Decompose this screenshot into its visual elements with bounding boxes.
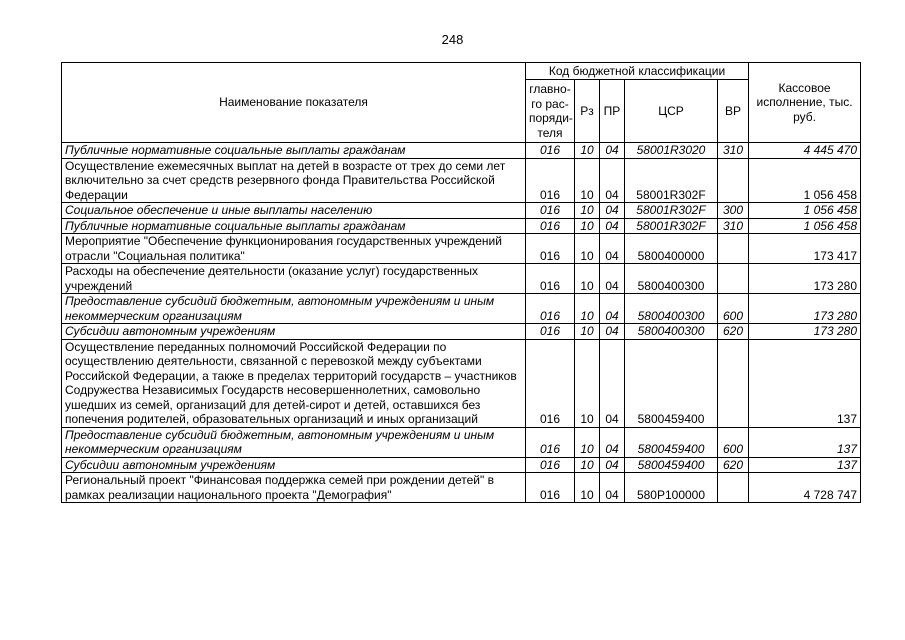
page-number: 248 bbox=[441, 32, 464, 47]
row-rz-cell: 10 bbox=[575, 234, 600, 264]
row-glavn-cell: 016 bbox=[526, 203, 575, 219]
table-row bbox=[62, 427, 861, 457]
row-csr-cell: 5800400000 bbox=[625, 234, 718, 264]
row-vr-cell: 600 bbox=[718, 294, 749, 324]
row-amount-cell: 173 280 bbox=[749, 294, 861, 324]
row-name-cell: Публичные нормативные социальные выплаты гражданам bbox=[62, 143, 526, 159]
header-rz: Рз bbox=[575, 80, 600, 143]
row-pr-cell: 04 bbox=[600, 203, 625, 219]
table-row bbox=[62, 158, 861, 203]
row-vr-cell: 310 bbox=[718, 218, 749, 234]
row-name-cell: Осуществление ежемесячных выплат на детей в возрасте от трех до семи лет включительно за счет средств резервного фонда Правительства Российской Федерации bbox=[62, 158, 526, 203]
row-name-cell: Осуществление переданных полномочий Российской Федерации по осуществлению деятельности, связанной с перевозкой между субъектами Российской Федерации, а также в пределах территорий государств – участников Содружества Независимых Государств несовершеннолетних, самовольно ушедших из семей, организаций для детей-сирот и детей, оставшихся без попечения родителей, образовательных организаций и иных организаций bbox=[62, 339, 526, 427]
row-pr-cell: 04 bbox=[600, 158, 625, 203]
table-row bbox=[62, 264, 861, 294]
row-pr-cell: 04 bbox=[600, 473, 625, 503]
row-amount-cell: 137 bbox=[749, 427, 861, 457]
row-amount-cell: 173 417 bbox=[749, 234, 861, 264]
row-amount-cell: 1 056 458 bbox=[749, 158, 861, 203]
row-csr-cell: 58001R302F bbox=[625, 158, 718, 203]
row-pr-cell: 04 bbox=[600, 427, 625, 457]
row-vr-cell bbox=[718, 158, 749, 203]
row-glavn-cell: 016 bbox=[526, 294, 575, 324]
table-row bbox=[62, 234, 861, 264]
row-csr-cell: 5800459400 bbox=[625, 457, 718, 473]
row-glavn-cell: 016 bbox=[526, 427, 575, 457]
row-rz-cell: 10 bbox=[575, 203, 600, 219]
row-name-cell: Предоставление субсидий бюджетным, автономным учреждениям и иным некоммерческим организациям bbox=[62, 427, 526, 457]
table-row bbox=[62, 324, 861, 340]
row-rz-cell: 10 bbox=[575, 218, 600, 234]
row-name-cell: Мероприятие "Обеспечение функционирования государственных учреждений отрасли "Социальная политика" bbox=[62, 234, 526, 264]
header-name: Наименование показателя bbox=[62, 63, 526, 143]
row-pr-cell: 04 bbox=[600, 339, 625, 427]
row-pr-cell: 04 bbox=[600, 324, 625, 340]
row-vr-cell bbox=[718, 234, 749, 264]
row-amount-cell: 4 728 747 bbox=[749, 473, 861, 503]
row-rz-cell: 10 bbox=[575, 427, 600, 457]
table-row bbox=[62, 473, 861, 503]
row-vr-cell: 600 bbox=[718, 427, 749, 457]
row-pr-cell: 04 bbox=[600, 218, 625, 234]
row-pr-cell: 04 bbox=[600, 264, 625, 294]
table-row bbox=[62, 294, 861, 324]
table-row bbox=[62, 143, 861, 159]
header-amount: Кассовое исполнение, тыс. руб. bbox=[749, 63, 861, 143]
row-rz-cell: 10 bbox=[575, 294, 600, 324]
row-csr-cell: 58001R302F bbox=[625, 218, 718, 234]
table-row bbox=[62, 218, 861, 234]
row-rz-cell: 10 bbox=[575, 264, 600, 294]
table-row bbox=[62, 203, 861, 219]
row-name-cell: Предоставление субсидий бюджетным, автономным учреждениям и иным некоммерческим организациям bbox=[62, 294, 526, 324]
row-glavn-cell: 016 bbox=[526, 158, 575, 203]
row-csr-cell: 58001R302F bbox=[625, 203, 718, 219]
row-csr-cell: 5800400300 bbox=[625, 294, 718, 324]
row-vr-cell bbox=[718, 339, 749, 427]
row-amount-cell: 137 bbox=[749, 457, 861, 473]
row-amount-cell: 1 056 458 bbox=[749, 203, 861, 219]
table-row bbox=[62, 339, 861, 427]
header-csr: ЦСР bbox=[625, 80, 718, 143]
row-glavn-cell: 016 bbox=[526, 218, 575, 234]
table-row bbox=[62, 457, 861, 473]
row-amount-cell: 1 056 458 bbox=[749, 218, 861, 234]
row-pr-cell: 04 bbox=[600, 457, 625, 473]
row-csr-cell: 5800400300 bbox=[625, 324, 718, 340]
row-glavn-cell: 016 bbox=[526, 264, 575, 294]
row-glavn-cell: 016 bbox=[526, 339, 575, 427]
budget-table bbox=[61, 62, 861, 503]
row-pr-cell: 04 bbox=[600, 234, 625, 264]
row-vr-cell bbox=[718, 473, 749, 503]
row-csr-cell: 5800400300 bbox=[625, 264, 718, 294]
row-name-cell: Расходы на обеспечение деятельности (оказание услуг) государственных учреждений bbox=[62, 264, 526, 294]
header-vr: ВР bbox=[718, 80, 749, 143]
row-name-cell: Социальное обеспечение и иные выплаты населению bbox=[62, 203, 526, 219]
row-rz-cell: 10 bbox=[575, 457, 600, 473]
row-glavn-cell: 016 bbox=[526, 143, 575, 159]
row-vr-cell bbox=[718, 264, 749, 294]
row-csr-cell: 58001R3020 bbox=[625, 143, 718, 159]
row-vr-cell: 620 bbox=[718, 324, 749, 340]
row-csr-cell: 5800459400 bbox=[625, 427, 718, 457]
row-rz-cell: 10 bbox=[575, 473, 600, 503]
row-vr-cell: 620 bbox=[718, 457, 749, 473]
header-pr: ПР bbox=[600, 80, 625, 143]
row-amount-cell: 173 280 bbox=[749, 264, 861, 294]
row-rz-cell: 10 bbox=[575, 143, 600, 159]
row-pr-cell: 04 bbox=[600, 294, 625, 324]
row-pr-cell: 04 bbox=[600, 143, 625, 159]
row-vr-cell: 300 bbox=[718, 203, 749, 219]
header-glavn: главно-го рас-поряди-теля bbox=[526, 80, 575, 143]
row-rz-cell: 10 bbox=[575, 158, 600, 203]
row-glavn-cell: 016 bbox=[526, 324, 575, 340]
row-amount-cell: 4 445 470 bbox=[749, 143, 861, 159]
row-rz-cell: 10 bbox=[575, 324, 600, 340]
row-name-cell: Субсидии автономным учреждениям bbox=[62, 457, 526, 473]
row-csr-cell: 580P100000 bbox=[625, 473, 718, 503]
row-csr-cell: 5800459400 bbox=[625, 339, 718, 427]
row-vr-cell: 310 bbox=[718, 143, 749, 159]
row-amount-cell: 173 280 bbox=[749, 324, 861, 340]
row-name-cell: Региональный проект "Финансовая поддержка семей при рождении детей" в рамках реализации национального проекта "Демография" bbox=[62, 473, 526, 503]
row-rz-cell: 10 bbox=[575, 339, 600, 427]
row-amount-cell: 137 bbox=[749, 339, 861, 427]
row-name-cell: Субсидии автономным учреждениям bbox=[62, 324, 526, 340]
row-glavn-cell: 016 bbox=[526, 234, 575, 264]
row-name-cell: Публичные нормативные социальные выплаты гражданам bbox=[62, 218, 526, 234]
row-glavn-cell: 016 bbox=[526, 473, 575, 503]
header-code-group: Код бюджетной классификации bbox=[526, 63, 749, 80]
row-glavn-cell: 016 bbox=[526, 457, 575, 473]
